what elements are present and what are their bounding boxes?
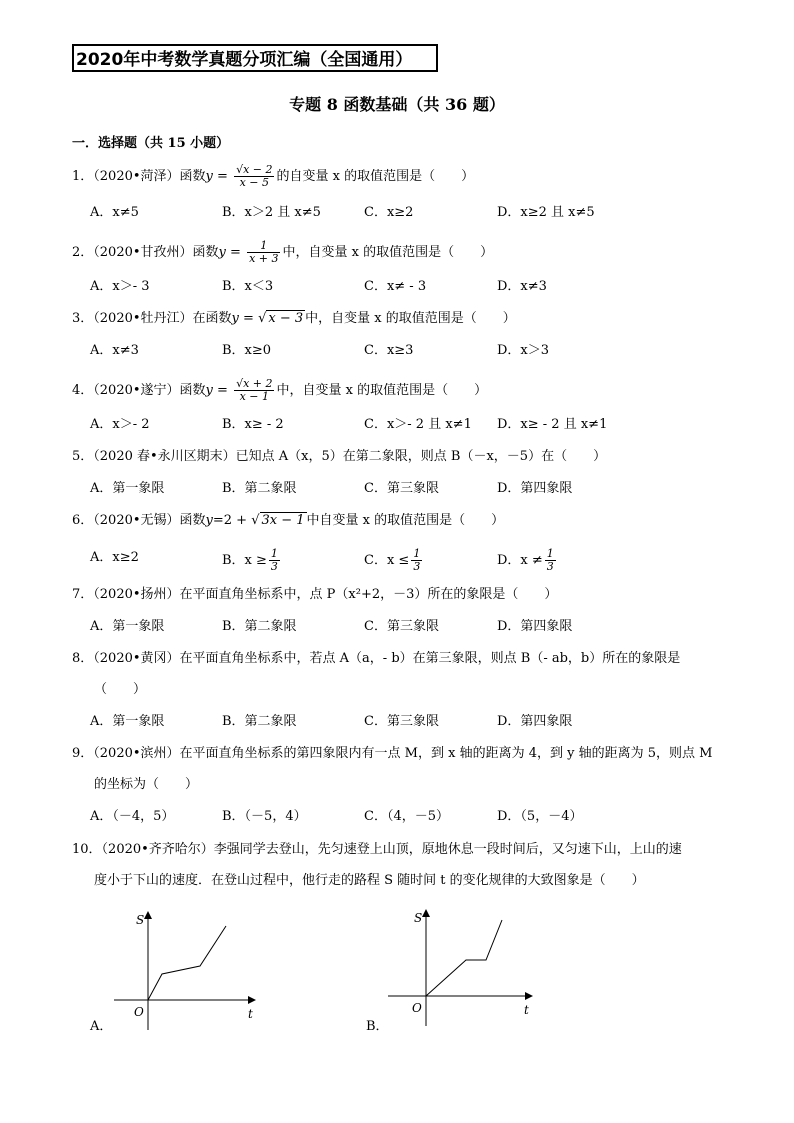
question-3: 3．（2020•牡丹江）在函数y = √ x − 3 中，自变量 x 的取值范围是（ ） [72, 311, 516, 326]
q1-option-d[interactable]: D．x≥2 且 x≠5 [497, 205, 595, 220]
question-3-var: y [231, 311, 239, 326]
q6-option-a[interactable]: A．x≥2 [90, 550, 139, 565]
path-line-a [148, 926, 226, 1000]
q9-option-c[interactable]: C．（4，－5） [364, 809, 449, 824]
question-3-eq: = [238, 311, 259, 326]
q6-option-d[interactable] [497, 548, 558, 573]
y-axis-label: S [136, 913, 145, 927]
question-4-fraction [234, 378, 274, 403]
question-6-radicand: 3x − 1 [261, 513, 305, 528]
question-10: 10．（2020•齐齐哈尔）李强同学去登山，先匀速登上山顶，原地休息一段时间后，又匀速下山，上山的速 [72, 842, 682, 857]
origin-label: O [134, 1005, 144, 1019]
section-heading: 一．选择题（共 15 小题） [72, 136, 230, 151]
question-2-prefix: 2．（2020•甘孜州）函数 [72, 245, 219, 260]
question-3-prefix: 3．（2020•牡丹江）在函数 [72, 311, 232, 326]
question-9: 9．（2020•滨州）在平面直角坐标系的第四象限内有一点 M，到 x 轴的距离为 4，到 y 轴的距离为 5，则点 M [72, 746, 713, 761]
question-1-numerator: √x − 2 [236, 163, 273, 176]
question-1-prefix: 1．（2020•菏泽）函数 [72, 169, 206, 184]
question-2-suffix: 中，自变量 x 的取值范围是（ ） [282, 245, 494, 260]
q6-option-d-fraction [545, 548, 556, 573]
origin-label: O [412, 1001, 422, 1015]
question-4 [72, 378, 487, 403]
question-3-radicand: x − 3 [268, 311, 304, 326]
q5-option-a[interactable]: A．第一象限 [90, 481, 165, 496]
question-1-denominator: x − 5 [239, 176, 269, 189]
question-2-eq: = [225, 245, 246, 260]
document-title: 专题 8 函数基础（共 36 题） [289, 95, 505, 114]
question-8-continuation: （ ） [94, 682, 147, 697]
q9-option-b[interactable]: B．（－5，4） [222, 809, 307, 824]
q5-option-d[interactable]: D．第四象限 [497, 481, 573, 496]
question-2-numerator: 1 [247, 240, 280, 253]
question-8: 8．（2020•黄冈）在平面直角坐标系中，若点 A（a，- b）在第三象限，则点 B（- ab，b）所在的象限是 [72, 651, 681, 666]
question-6-eq: =2 + [212, 513, 252, 528]
x-axis-label: t [248, 1007, 253, 1021]
q5-option-b[interactable]: B．第二象限 [222, 481, 297, 496]
q2-option-d[interactable]: D．x≠3 [497, 279, 547, 294]
question-2-fraction [247, 240, 280, 265]
q1-option-c[interactable]: C．x≥2 [364, 205, 414, 220]
q7-option-b[interactable]: B．第二象限 [222, 619, 297, 634]
question-4-var: y [205, 383, 213, 398]
q9-option-d[interactable]: D．（5，－4） [497, 809, 583, 824]
q1-option-b[interactable]: B．x＞2 且 x≠5 [222, 205, 321, 220]
q7-option-a[interactable]: A．第一象限 [90, 619, 165, 634]
graph-b[interactable] [380, 904, 550, 1034]
q7-option-c[interactable]: C．第三象限 [364, 619, 439, 634]
q2-option-b[interactable]: B．x＜3 [222, 279, 274, 294]
question-4-suffix: 中，自变量 x 的取值范围是（ ） [276, 383, 488, 398]
question-10-continuation: 度小于下山的速度．在登山过程中，他行走的路程 S 随时间 t 的变化规律的大致图象是（ ） [94, 873, 645, 888]
fraction-numerator: 1 [270, 547, 278, 560]
fraction-numerator: 1 [413, 547, 421, 560]
fraction-numerator: 1 [546, 547, 554, 560]
q3-option-a[interactable]: A．x≠3 [90, 343, 139, 358]
q6-option-c[interactable] [364, 548, 424, 573]
question-3-suffix: 中，自变量 x 的取值范围是（ ） [305, 311, 516, 326]
q9-option-a[interactable]: A．（－4，5） [90, 809, 175, 824]
fraction-denominator: 3 [546, 560, 554, 573]
question-2 [72, 240, 493, 265]
q8-option-d[interactable]: D．第四象限 [497, 714, 573, 729]
q5-option-c[interactable]: C．第三象限 [364, 481, 439, 496]
fraction-denominator: 3 [270, 560, 278, 573]
question-4-eq: = [212, 383, 233, 398]
fraction-denominator: 3 [413, 560, 421, 573]
question-1 [72, 164, 474, 189]
path-line-b [426, 920, 502, 996]
q3-option-c[interactable]: C．x≥3 [364, 343, 414, 358]
question-5: 5．（2020 春•永川区期末）已知点 A（x，5）在第二象限，则点 B（－x，－5）在（ ） [72, 449, 607, 464]
q8-option-a[interactable]: A．第一象限 [90, 714, 165, 729]
q6-option-b-fraction [269, 548, 280, 573]
question-4-prefix: 4．（2020•遂宁）函数 [72, 383, 206, 398]
q7-option-d[interactable]: D．第四象限 [497, 619, 573, 634]
q8-option-b[interactable]: B．第二象限 [222, 714, 297, 729]
question-4-numerator: √x + 2 [236, 377, 273, 390]
q10-option-a[interactable]: A． [90, 1019, 113, 1034]
q4-option-d[interactable]: D．x≥ - 2 且 x≠1 [497, 417, 608, 432]
q2-option-a[interactable]: A．x＞- 3 [90, 279, 150, 294]
question-2-var: y [218, 245, 226, 260]
q6-option-b[interactable] [222, 548, 282, 573]
graph-a[interactable] [100, 904, 270, 1034]
q10-option-b[interactable]: B． [366, 1019, 389, 1034]
question-6: 6．（2020•无锡）函数y=2 + √ 3x − 1 中自变量 x 的取值范围是（ ） [72, 513, 505, 528]
y-axis-label: S [414, 911, 423, 925]
question-6-suffix: 中自变量 x 的取值范围是（ ） [306, 513, 505, 528]
q8-option-c[interactable]: C．第三象限 [364, 714, 439, 729]
question-6-prefix: 6．（2020•无锡）函数 [72, 513, 206, 528]
x-axis-label: t [524, 1003, 529, 1017]
q6-option-d-label: D．x ≠ [497, 553, 543, 568]
q6-option-c-label: C．x ≤ [364, 553, 410, 568]
q6-option-b-label: B．x ≥ [222, 553, 267, 568]
question-4-denominator: x − 1 [239, 390, 269, 403]
question-1-fraction [234, 164, 274, 189]
header-box: 2020年中考数学真题分项汇编（全国通用） [72, 44, 438, 72]
question-2-denominator: x + 3 [249, 252, 279, 265]
question-7: 7．（2020•扬州）在平面直角坐标系中，点 P（x²+2，－3）所在的象限是（ ） [72, 587, 558, 602]
question-9-continuation: 的坐标为（ ） [94, 777, 199, 792]
q4-option-b[interactable]: B．x≥ - 2 [222, 417, 284, 432]
q1-option-a[interactable]: A．x≠5 [90, 205, 139, 220]
question-1-var: y [205, 169, 213, 184]
q3-option-d[interactable]: D．x＞3 [497, 343, 550, 358]
q2-option-c[interactable]: C．x≠ - 3 [364, 279, 427, 294]
question-1-suffix: 的自变量 x 的取值范围是（ ） [276, 169, 475, 184]
q3-option-b[interactable]: B．x≥0 [222, 343, 272, 358]
q4-option-a[interactable]: A．x＞- 2 [90, 417, 150, 432]
question-6-var: y [205, 513, 213, 528]
question-1-eq: = [212, 169, 233, 184]
q4-option-c[interactable]: C．x＞- 2 且 x≠1 [364, 417, 472, 432]
q6-option-c-fraction [411, 548, 422, 573]
